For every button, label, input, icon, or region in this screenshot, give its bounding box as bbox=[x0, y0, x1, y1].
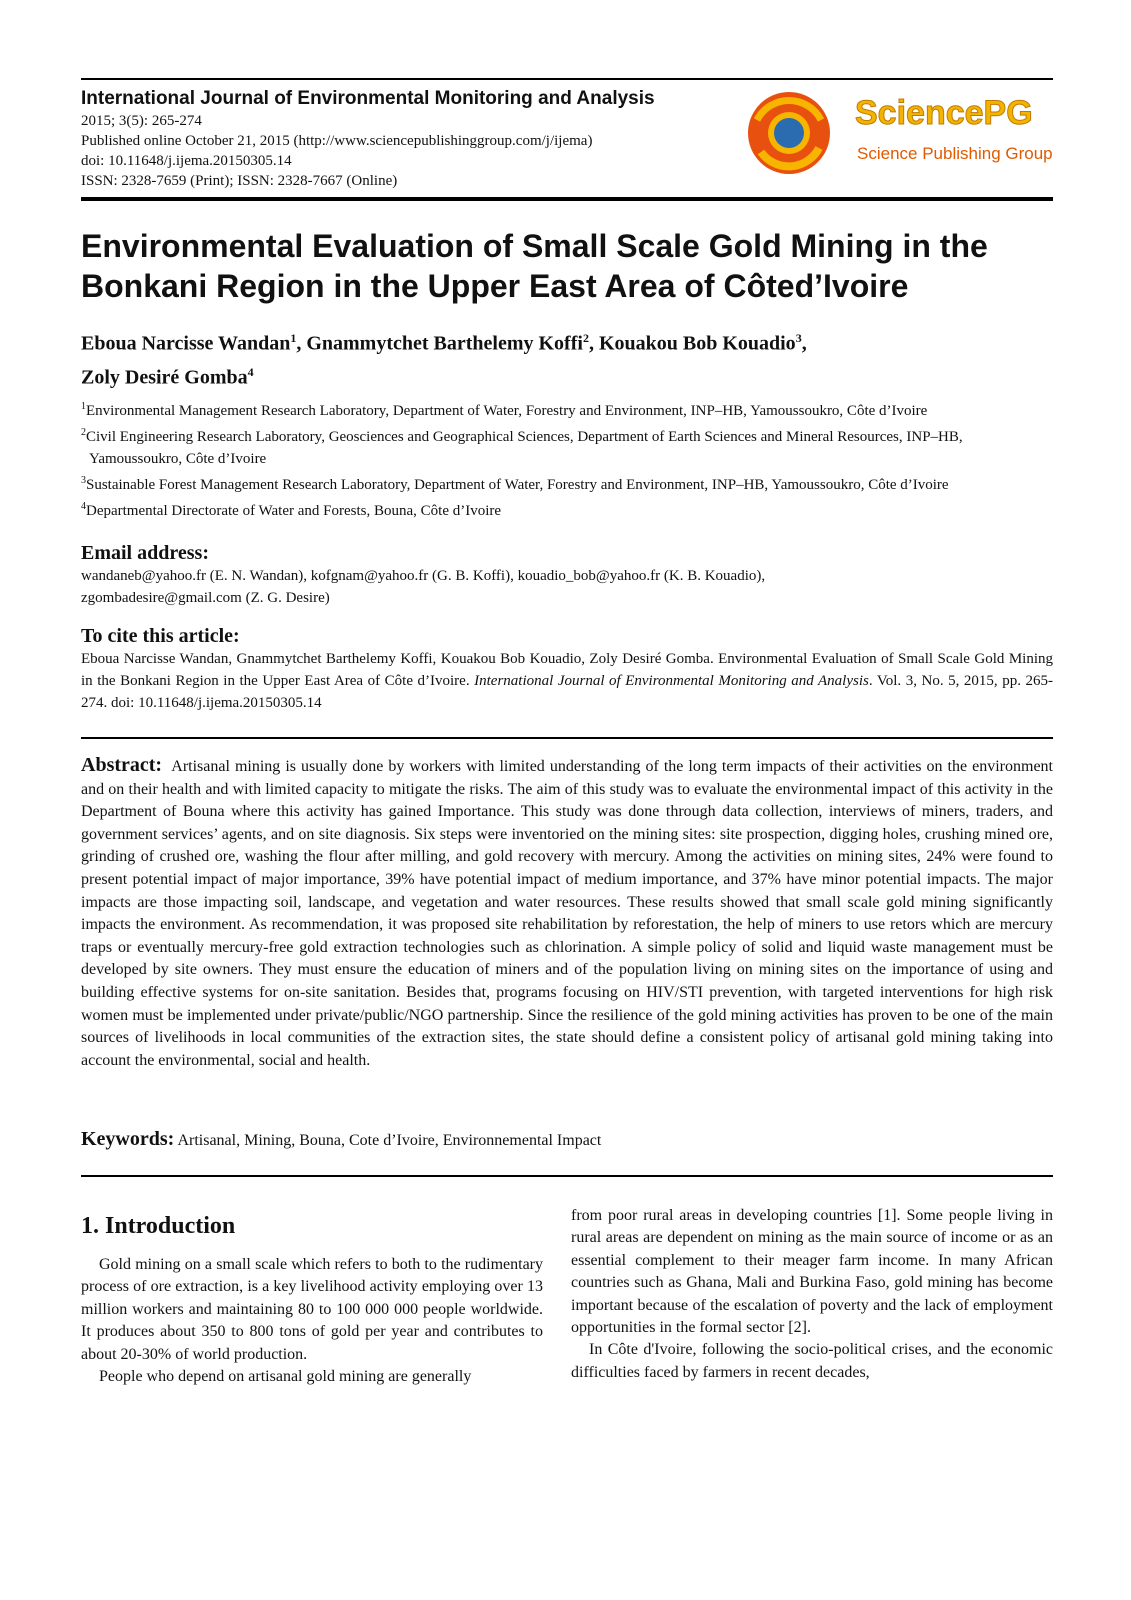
author-sup: 1 bbox=[290, 331, 297, 345]
doi-line: doi: 10.11648/j.ijema.20150305.14 bbox=[81, 153, 292, 169]
email-line-1[interactable]: wandaneb@yahoo.fr (E. N. Wandan), kofgnam@yahoo.fr (G. B. Koffi), kouadio_bob@yahoo.fr (K. B. Kouadio), bbox=[81, 568, 766, 584]
author-sup: 4 bbox=[247, 364, 254, 379]
affiliation-item: $^4$Departmental Directorate of Water and Forests, Bouna, Côte d’Ivoire bbox=[81, 501, 502, 519]
issue-line: 2015; 3(5): 265-274 bbox=[81, 113, 202, 129]
email-line-2[interactable]: zgombadesire@gmail.com (Z. G. Desire) bbox=[81, 590, 330, 606]
author-list: Eboua Narcisse Wandan$^1$, Gnammytchet Barthelemy Koffi$^2$, Kouakou Bob Kouadio$^3$, Zoly Desiré Gomba$^4$ bbox=[81, 331, 807, 389]
header-top-rule bbox=[81, 78, 1053, 80]
author-sup: 3 bbox=[795, 331, 802, 345]
keywords-text: Artisanal, Mining, Bouna, Cote d’Ivoire, Environnemental Impact bbox=[177, 1132, 602, 1149]
email-section bbox=[81, 541, 1053, 609]
author-name: Kouakou Bob Kouadio bbox=[598, 332, 796, 355]
cite-heading: To cite this article: bbox=[81, 625, 240, 647]
title-line-1: Environmental Evaluation of Small Scale Gold Mining in the bbox=[81, 228, 988, 264]
body-column-right bbox=[571, 1205, 1053, 1384]
header-bottom-rule bbox=[81, 197, 1053, 201]
body-paragraph: People who depend on artisanal gold mining are generally bbox=[99, 1368, 472, 1386]
body-paragraph: Gold mining on a small scale which refers to both to the rudimentary process of ore extraction, is a key livelihood activity employing over 13 million workers and maintaining 80 to 100 000 000 people worldwide. It produces about 350 to 800 tons of gold per year and contributes to about 20-30% of world production. bbox=[81, 1256, 543, 1363]
author-name: Zoly Desiré Gomba bbox=[81, 366, 248, 389]
sciencepg-logo bbox=[769, 92, 1059, 184]
abstract-bottom-rule bbox=[81, 1175, 1053, 1177]
author-sup: 2 bbox=[582, 331, 589, 345]
affiliation-item: $^2$Civil Engineering Research Laboratory, Geosciences and Geographical Sciences, Department of Earth Sciences and Mineral Resources, INP–HB, Yamoussoukro, Côte d’Ivoire bbox=[81, 427, 963, 467]
published-line: Published online October 21, 2015 (http://www.sciencepublishinggroup.com/j/ijema) bbox=[81, 133, 593, 149]
body-column-left bbox=[81, 1210, 543, 1388]
article-title bbox=[81, 226, 1053, 306]
logo-sub-text: Science Publishing Group bbox=[857, 144, 1053, 163]
abstract bbox=[81, 754, 1053, 1072]
citation-section bbox=[81, 624, 1053, 714]
journal-name: International Journal of Environmental Monitoring and Analysis bbox=[81, 88, 655, 109]
affiliations bbox=[81, 396, 1053, 522]
title-line-2: Bonkani Region in the Upper East Area of Côted’Ivoire bbox=[81, 268, 909, 304]
cite-journal: International Journal of Environmental Monitoring and Analysis bbox=[474, 673, 869, 689]
affiliation-item: $^3$Sustainable Forest Management Research Laboratory, Department of Water, Forestry and Environment, INP–HB, Yamoussoukro, Côte d’Ivoire bbox=[81, 475, 949, 493]
author-name: Gnammytchet Barthelemy Koffi bbox=[306, 332, 583, 355]
section-heading-introduction: 1. Introduction bbox=[81, 1213, 236, 1239]
abstract-label: Abstract: bbox=[81, 754, 163, 776]
issn-line: ISSN: 2328-7659 (Print); ISSN: 2328-7667 (Online) bbox=[81, 173, 398, 189]
email-heading: Email address: bbox=[81, 542, 209, 564]
abstract-text: Artisanal mining is usually done by workers with limited understanding of the long term impacts of their activities on the environment and on their health and with limited capacity to mitigate the risks. The aim of this study was to evaluate the environmental impact of this activity in the Department of Bouna where this activity has gained Importance. This study was done through data collection, interviews of miners, traders, and government services’ agents, and on site diagnosis. Six steps were inventoried on the mining sites: site prospection, digging holes, crushing mined ore, grinding of crushed ore, washing the flour after milling, and gold recovery with mercury. Among the activities on mining sites, 24% were found to present potential impact of major importance, 39% have potential impact of medium importance, and 37% have minor potential impacts. The major impacts are those impacting soil, landscape, and vegetation and water resources. These results showed that small scale gold mining significantly impacts the environment. As recommendation, it was proposed site rehabilitation by reforestation, the help of miners to use retors which are mercury traps or eventually mercury-free gold extraction technologies such as chlorination. A simple policy of solid and liquid waste management must be developed by site owners. They must ensure the education of miners and of the population living on mining sites on the importance of using and building effective systems for on-site sanitation. Besides that, programs focusing on HIV/STI prevention, with targeted interventions for high risk women must be implemented under private/public/NGO partnership. Since the resilience of the gold mining activities has proven to be one of the main sources of livelihoods in local communities of the extraction sites, the state should define a consistent policy of artisanal gold mining taking into account the environmental, social and health. bbox=[81, 758, 1053, 1069]
body-paragraph: In Côte d'Ivoire, following the socio-political crises, and the economic difficulties faced by farmers in recent decades, bbox=[571, 1341, 1053, 1381]
body-paragraph: from poor rural areas in developing countries [1]. Some people living in rural areas are dependent on mining as the main source of income or as an essential complement to their meager farm income. In many African countries such as Ghana, Mali and Burkina Faso, gold mining has become important because of the escalation of poverty and the lack of employment opportunities in the formal sector [2]. bbox=[571, 1207, 1053, 1337]
cite-text: Eboua Narcisse Wandan, Gnammytchet Barthelemy Koffi, Kouakou Bob Kouadio, Zoly Desiré Gomba. Environmental Evaluation of Small Scale Gold Mining in the Bonkani Region in the Upper East Area of Côte d’Ivoire. International Journal of Environmental Monitoring and Analysis. Vol. 3, No. 5, 2015, pp. 265-274. doi: 10.11648/j.ijema.20150305.14 bbox=[81, 651, 1053, 711]
sciencepg-emblem-icon bbox=[747, 90, 831, 176]
author-name: Eboua Narcisse Wandan bbox=[81, 332, 291, 355]
keywords bbox=[81, 1128, 1053, 1151]
logo-main-text: SciencePG bbox=[855, 94, 1033, 132]
keywords-label: Keywords: bbox=[81, 1128, 175, 1150]
affiliation-item: $^1$Environmental Management Research Laboratory, Department of Water, Forestry and Environment, INP–HB, Yamoussoukro, Côte d’Ivoire bbox=[81, 401, 928, 419]
journal-info bbox=[81, 88, 761, 191]
abstract-top-rule bbox=[81, 737, 1053, 739]
